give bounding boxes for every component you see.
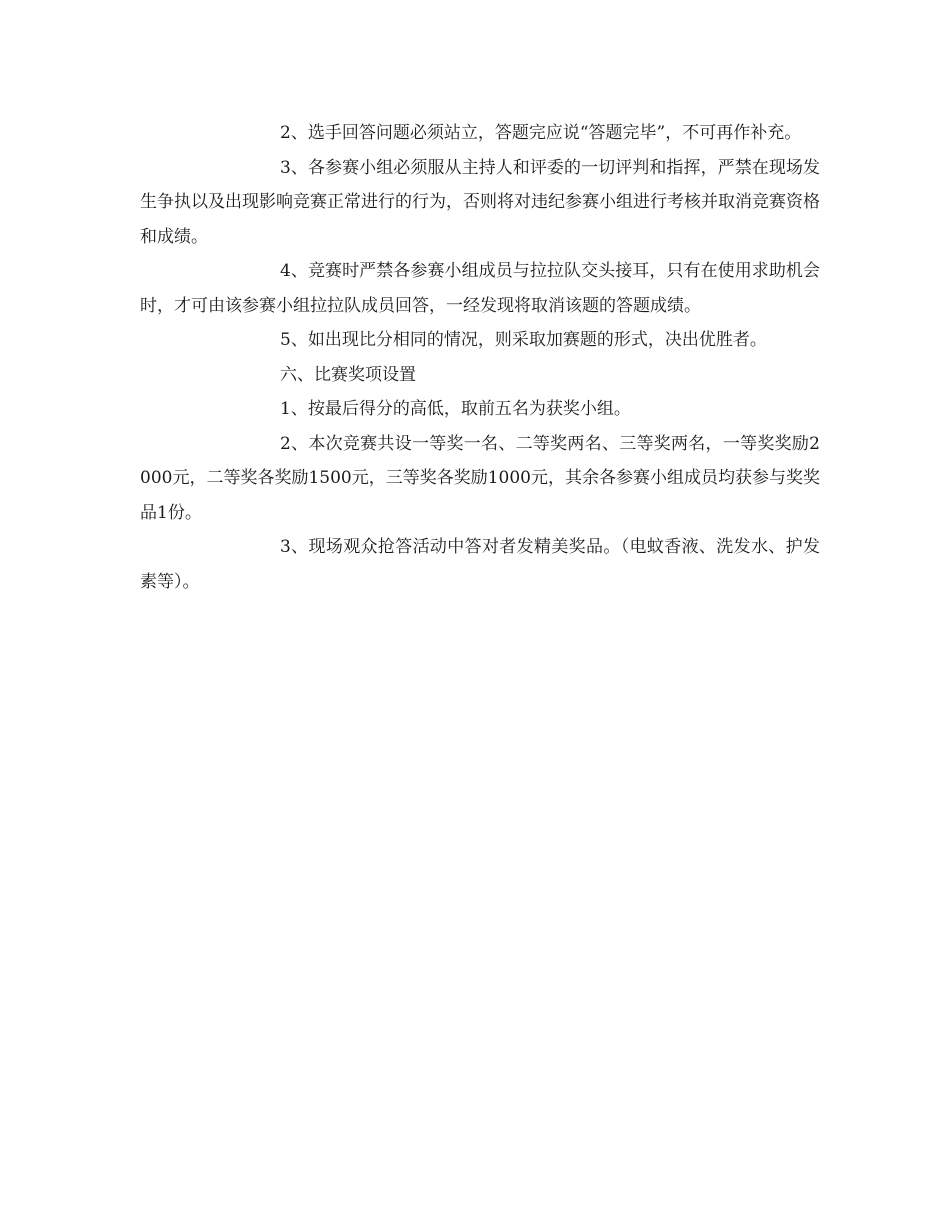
rule-3-obey-judges: 3、各参赛小组必须服从主持人和评委的一切评判和指挥，严禁在现场发生争执以及出现影响竞赛正常进行的行为，否则将对违纪参赛小组进行考核并取消竞赛资格和成绩。 <box>140 157 820 247</box>
rule-4-no-whispering: 4、竞赛时严禁各参赛小组成员与拉拉队交头接耳，只有在使用求助机会时，才可由该参赛小组拉拉队成员回答，一经发现将取消该题的答题成绩。 <box>140 261 820 316</box>
rule-2-answer-standing: 2、选手回答问题必须站立，答题完应说“答题完毕”，不可再作补充。 <box>280 123 802 143</box>
award-2-prize-amounts: 2、本次竞赛共设一等奖一名、二等奖两名、三等奖两名，一等奖奖励2000元，二等奖各奖励1500元，三等奖各奖励1000元，其余各参赛小组成员均获参与奖奖品1份。 <box>140 433 820 523</box>
award-3-audience-prizes: 3、现场观众抢答活动中答对者发精美奖品。（电蚊香液、洗发水、护发素等）。 <box>140 537 820 592</box>
award-1-top-five: 1、按最后得分的高低，取前五名为获奖小组。 <box>280 399 631 419</box>
rule-5-tie-breaker: 5、如出现比分相同的情况，则采取加赛题的形式，决出优胜者。 <box>280 330 767 350</box>
section-heading-awards: 六、比赛奖项设置 <box>280 364 416 385</box>
document-body <box>140 116 820 599</box>
